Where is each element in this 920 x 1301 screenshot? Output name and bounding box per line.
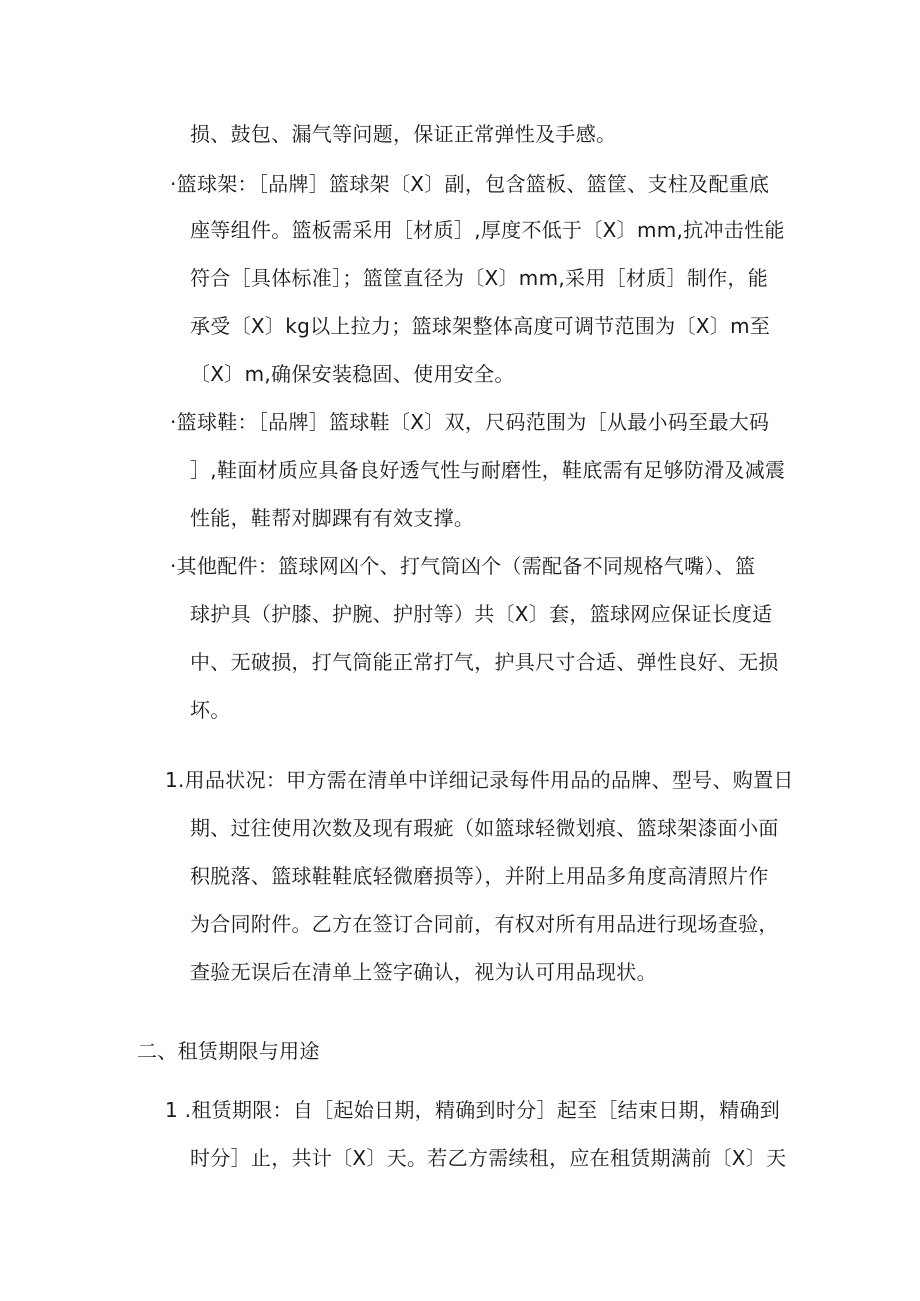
hoop-item-line: 〔X〕m,确保安装稳固、使用安全。: [190, 362, 515, 386]
hoop-item-line: 座等组件。篮板需采用［材质］,厚度不低于〔X〕mm,抗冲击性能: [190, 218, 785, 242]
hoop-item-line: ·篮球架：［品牌］篮球架〔X〕副，包含篮板、篮筐、支柱及配重底: [170, 172, 770, 196]
accessory-item-line: 球护具（护膝、护腕、护肘等）共〔X〕套，篮球网应保证长度适: [190, 602, 773, 626]
condition-item-line: 1.用品状况：甲方需在清单中详细记录每件用品的品牌、型号、购置日: [165, 768, 794, 792]
condition-item-line: 积脱落、篮球鞋鞋底轻微磨损等），并附上用品多角度高清照片作: [190, 864, 769, 888]
condition-item-line: 查验无误后在清单上签字确认，视为认可用品现状。: [190, 960, 657, 984]
condition-item-line: 期、过往使用次数及现有瑕疵（如篮球轻微划痕、篮球架漆面小面: [190, 816, 779, 840]
term-item-line: 时分］止，共计〔X〕天。若乙方需续租，应在租赁期满前〔X〕天: [190, 1146, 787, 1170]
condition-item-line: 为合同附件。乙方在签订合同前，有权对所有用品进行现场查验，: [190, 912, 779, 936]
hoop-item-line: 承受〔X〕kg以上拉力；篮球架整体高度可调节范围为〔X〕m至: [190, 314, 771, 338]
accessory-item-line: 中、无破损，打气筒能正常打气，护具尺寸合适、弹性良好、无损: [190, 650, 779, 674]
shoe-item-line: ］,鞋面材质应具备良好透气性与耐磨性，鞋底需有足够防滑及减震: [190, 458, 786, 482]
hoop-item-line: 符合［具体标准］；篮筐直径为〔X〕mm,采用［材质］制作，能: [190, 266, 769, 290]
accessory-item-line: 坏。: [190, 698, 231, 722]
accessory-item-line: ·其他配件：篮球网凶个、打气筒凶个（需配备不同规格气嘴）、篮: [170, 554, 756, 578]
section-heading: 二、租赁期限与用途: [137, 1039, 320, 1063]
paragraph-continuation-line: 损、鼓包、漏气等问题，保证正常弹性及手感。: [190, 122, 617, 146]
term-item-line: 1 .租赁期限：自［起始日期，精确到时分］起至［结束日期，精确到: [165, 1098, 781, 1122]
shoe-item-line: ·篮球鞋：［品牌］篮球鞋〔X〕双，尺码范围为［从最小码至最大码: [170, 410, 770, 434]
shoe-item-line: 性能，鞋帮对脚踝有有效支撑。: [190, 506, 475, 530]
